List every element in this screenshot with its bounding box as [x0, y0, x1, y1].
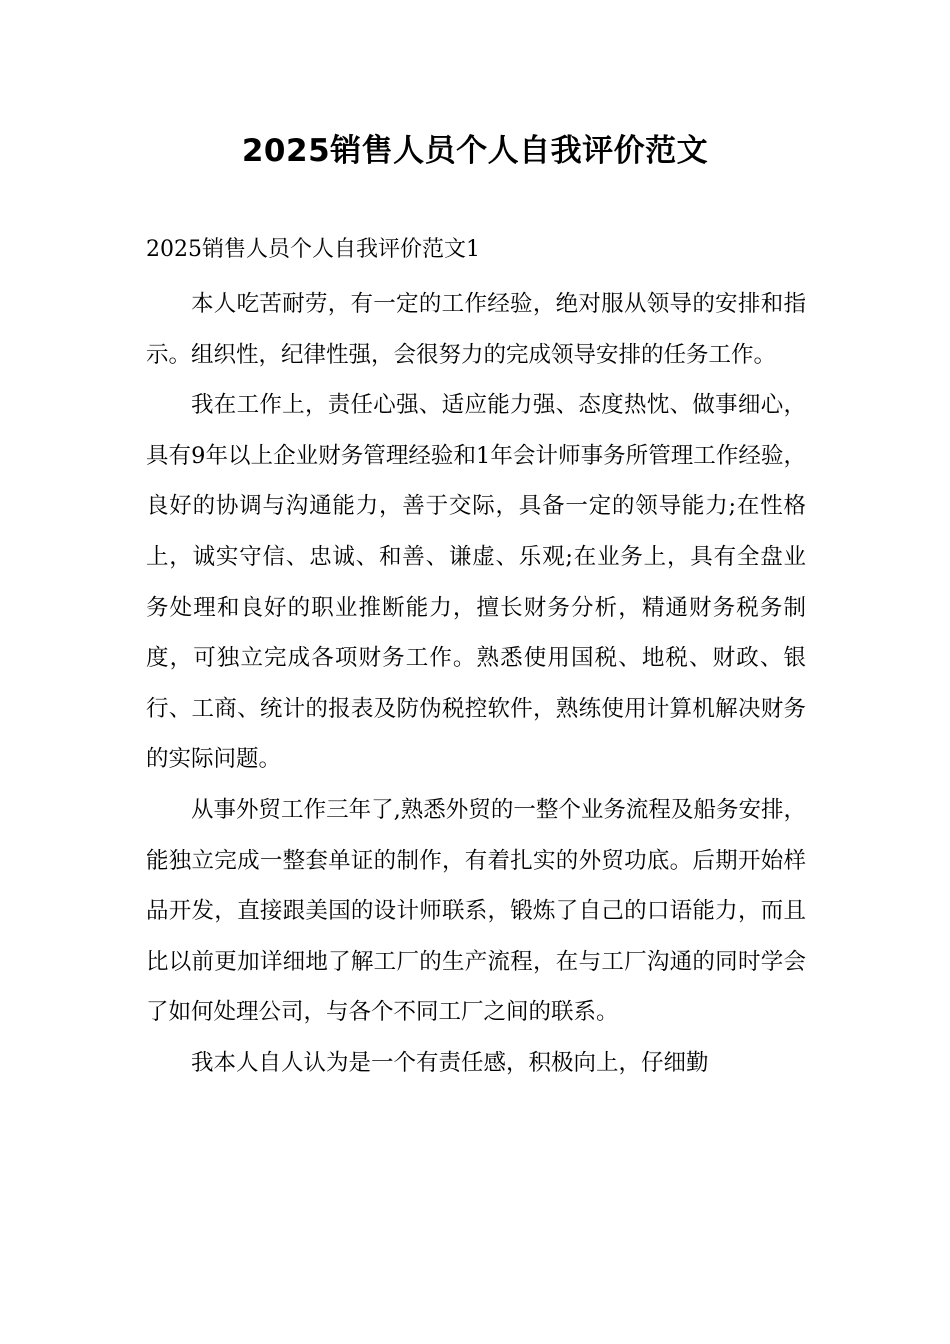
paragraph: 我本人自人认为是一个有责任感，积极向上，仔细勤 — [191, 1049, 709, 1076]
paragraph: 我在工作上，责任心强、适应能力强、态度热忱、做事细心，具有9年以上企业财务管理经验和1年会计师事务所管理工作经验，良好的协调与沟通能力，善于交际，具备一定的领导能力;在性格上，诚实守信、忠诚、和善、谦虚、乐观;在业务上，具有全盘业务处理和良好的职业推断能力，擅长财务分析，精通财务税务制度，可独立完成各项财务工作。熟悉使用国税、地税、财政、银行、工商、统计的报表及防伪税控软件，熟练使用计算机解决财务的实际问题。 — [146, 392, 806, 773]
paragraph: 本人吃苦耐劳，有一定的工作经验，绝对服从领导的安排和指示。组织性，纪律性强，会很努力的完成领导安排的任务工作。 — [146, 291, 806, 368]
document-title: 2025销售人员个人自我评价范文 — [241, 133, 709, 169]
paragraph: 从事外贸工作三年了,熟悉外贸的一整个业务流程及船务安排，能独立完成一整套单证的制作，有着扎实的外贸功底。后期开始样品开发，直接跟美国的设计师联系，锻炼了自己的口语能力，而且比以前更加详细地了解工厂的生产流程，在与工厂沟通的同时学会了如何处理公司，与各个不同工厂之间的联系。 — [146, 796, 806, 1026]
document-body — [146, 279, 806, 1089]
section-subtitle: 2025销售人员个人自我评价范文1 — [146, 237, 480, 262]
